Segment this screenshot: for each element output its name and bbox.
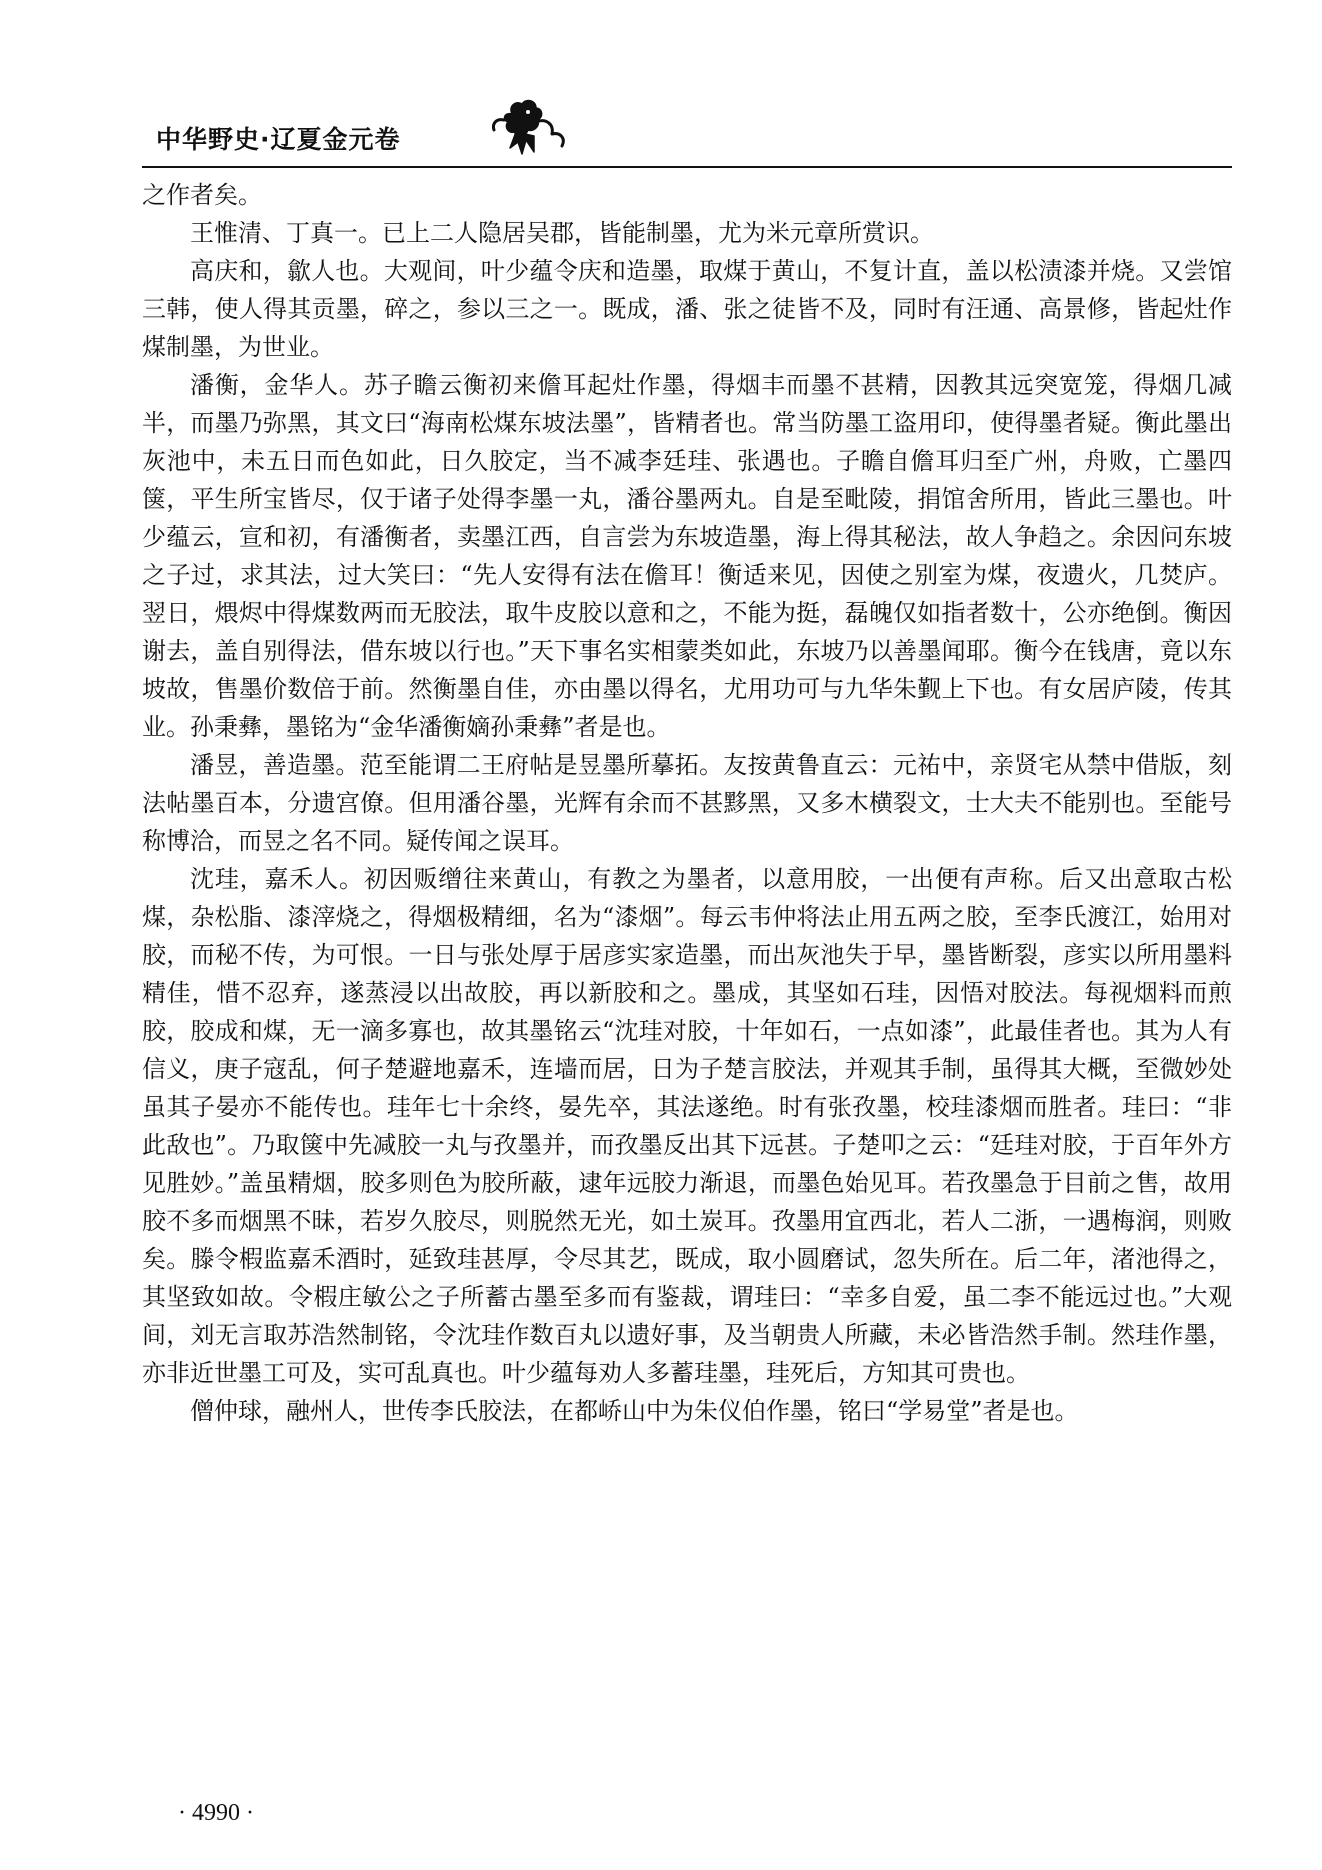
book-title: 中华野史·辽夏金元卷 <box>156 125 401 154</box>
paragraph: 王惟清、丁真一。已上二人隐居吴郡，皆能制墨，尤为米元章所赏识。 <box>190 219 934 247</box>
main-text <box>142 176 1232 1430</box>
paragraph: 僧仲球，融州人，世传李氏胶法，在都峤山中为朱仪伯作墨，铭曰“学易堂”者是也。 <box>190 1397 1079 1425</box>
paragraph: 潘昱，善造墨。范至能谓二王府帖是昱墨所摹拓。友按黄鲁直云：元祐中，亲贤宅从禁中借版，刻法帖墨百本，分遗宫僚。但用潘谷墨，光辉有余而不甚黟黑，又多木横裂文，士大夫不能别也。至能号称博洽，而昱之名不同。疑传闻之误耳。 <box>142 751 1232 855</box>
header-rule <box>142 166 1232 168</box>
running-header <box>142 110 1232 168</box>
page-number: · 4990 · <box>178 1800 254 1826</box>
dragon-emblem-icon <box>482 96 572 160</box>
paragraph: 沈珪，嘉禾人。初因贩缯往来黄山，有教之为墨者，以意用胶，一出便有声称。后又出意取古松煤，杂松脂、漆滓烧之，得烟极精细，名为“漆烟”。每云韦仲将法止用五两之胶，至李氏渡江，始用对胶，而秘不传，为可恨。一日与张处厚于居彦实家造墨，而出灰池失于早，墨皆断裂，彦实以所用墨料精佳，惜不忍弃，遂蒸浸以出故胶，再以新胶和之。墨成，其坚如石珪，因悟对胶法。每视烟料而煎胶，胶成和煤，无一滴多寡也，故其墨铭云“沈珪对胶，十年如石，一点如漆”，此最佳者也。其为人有信义，庚子寇乱，何子楚避地嘉禾，连墙而居，日为子楚言胶法，并观其手制，虽得其大概，至微妙处虽其子晏亦不能传也。珪年七十余终，晏先卒，其法遂绝。时有张孜墨，校珪漆烟而胜者。珪曰：“非此敌也”。乃取箧中先减胶一丸与孜墨并，而孜墨反出其下远甚。子楚叩之云：“廷珪对胶，于百年外方见胜妙。”盖虽精烟，胶多则色为胶所蔽，逮年远胶力渐退，而墨色始见耳。若孜墨急于目前之售，故用胶不多而烟黑不昧，若岁久胶尽，则脱然无光，如土炭耳。孜墨用宜西北，若人二浙，一遇梅润，则败矣。滕令椵监嘉禾酒时，延致珪甚厚，令尽其艺，既成，取小圆磨试，忽失所在。后二年，渚池得之，其坚致如故。令椵庄敏公之子所蓄古墨至多而有鉴裁，谓珪曰：“幸多自爱，虽二李不能远过也。”大观间，刘无言取苏浩然制铭，令沈珪作数百丸以遗好事，及当朝贵人所藏，未必皆浩然手制。然珪作墨，亦非近世墨工可及，实可乱真也。叶少蕴每劝人多蓄珪墨，珪死后，方知其可贵也。 <box>142 865 1232 1387</box>
paragraph: 之作者矣。 <box>142 181 262 209</box>
paragraph: 潘衡，金华人。苏子瞻云衡初来儋耳起灶作墨，得烟丰而墨不甚精，因教其远突宽笼，得烟几减半，而墨乃弥黑，其文曰“海南松煤东坡法墨”，皆精者也。常当防墨工盗用印，使得墨者疑。衡此墨出灰池中，未五日而色如此，日久胶定，当不减李廷珪、张遇也。子瞻自儋耳归至广州，舟败，亡墨四箧，平生所宝皆尽，仅于诸子处得李墨一丸，潘谷墨两丸。自是至毗陵，捐馆舍所用，皆此三墨也。叶少蕴云，宣和初，有潘衡者，卖墨江西，自言尝为东坡造墨，海上得其秘法，故人争趋之。余因问东坡之子过，求其法，过大笑曰：“先人安得有法在儋耳！衡适来见，因使之别室为煤，夜遗火，几焚庐。翌日，煨烬中得煤数两而无胶法，取牛皮胶以意和之，不能为挺，磊魄仅如指者数十，公亦绝倒。衡因谢去，盖自别得法，借东坡以行也。”天下事名实相蒙类如此，东坡乃以善墨闻耶。衡今在钱唐，竟以东坡故，售墨价数倍于前。然衡墨自佳，亦由墨以得名，尤用功可与九华朱觐上下也。有女居庐陵，传其业。孙秉彝，墨铭为“金华潘衡嫡孙秉彝”者是也。 <box>142 371 1232 741</box>
paragraph: 高庆和，歙人也。大观间，叶少蕴令庆和造墨，取煤于黄山，不复计直，盖以松渍漆并烧。又尝馆三韩，使人得其贡墨，碎之，参以三之一。既成，潘、张之徒皆不及，同时有汪通、高景修，皆起灶作煤制墨，为世业。 <box>142 257 1232 361</box>
